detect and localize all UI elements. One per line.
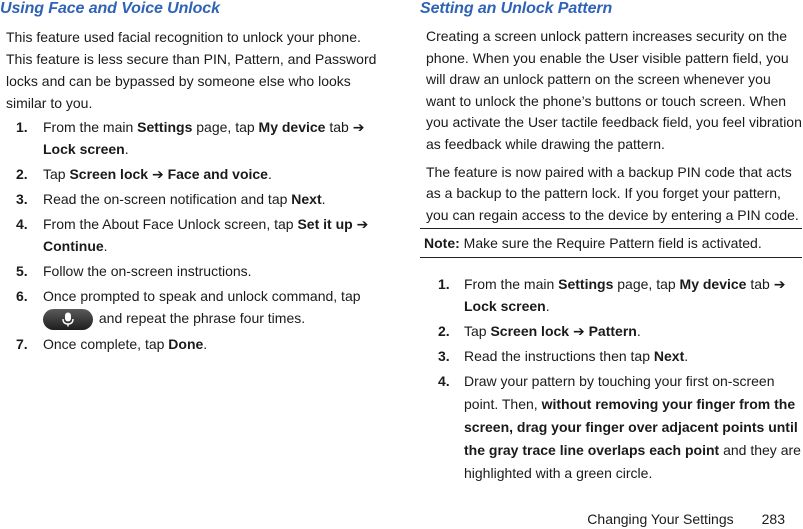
step-text: Follow the on-screen instructions. [43,263,252,279]
next-label: Next [291,191,322,207]
step-text: . [636,323,641,339]
step-number: 2. [438,323,450,339]
step-text: page, tap [613,276,680,292]
step-number: 4. [16,216,28,232]
arrow-icon: ➔ [356,216,369,232]
step-text: . [203,335,208,352]
arrow-icon: ➔ [352,119,365,135]
step-text: page, tap [192,119,259,135]
note-label: Note: [424,235,460,251]
step-number: 1. [438,276,450,292]
settings-label: Settings [137,119,193,135]
page-number: 283 [761,511,785,527]
list-item [0,188,380,210]
step-number: 4. [438,373,450,389]
step-text: . [684,348,689,364]
step-text: Read the on-screen notification and tap [43,191,292,207]
step-text: tab [746,276,774,292]
step-number: 5. [16,263,28,279]
step-text: From the About Face Unlock screen, tap [43,216,298,232]
list-item [420,273,802,317]
my-device-label: My device [679,276,747,292]
step-number: 3. [16,191,28,207]
page-footer [587,509,785,529]
list-item [0,163,380,185]
list-item [0,285,380,330]
left-column [0,0,380,355]
step-text: Once prompted to speak and unlock command, tap [43,288,361,304]
note-text: Make sure the Require Pattern field is activated. [459,235,762,251]
pattern-label: Pattern [588,323,637,339]
arrow-icon: ➔ [572,323,585,339]
microphone-button[interactable] [43,309,93,330]
step-number: 1. [16,119,28,135]
unlock-pattern-p2: The feature is now paired with a backup PIN code that acts as a backup to the pattern lock. If you forget your pattern, you can regain access to the device by entering a PIN code. [426,163,799,223]
next-label: Next [653,348,685,364]
step-text: . [267,166,272,182]
arrow-icon: ➔ [773,276,786,292]
step-number: 6. [16,288,28,304]
unlock-pattern-heading: Setting an Unlock Pattern [420,0,613,17]
step-number: 7. [16,335,28,352]
step-text: Draw your pattern by touching your first on-screen point. Then, [464,373,775,412]
step-text: . [103,238,108,254]
list-item [420,345,802,367]
step-text: Read the instructions then tap [464,348,654,364]
done-label: Done [168,335,204,352]
set-it-up-label: Set it up [297,216,353,232]
face-voice-intro: This feature used facial recognition to unlock your phone. This feature is less secure than PIN, Pattern, and Password locks and can be bypassed by someone else who looks similar to you. [6,29,377,111]
step-text: From the main [464,276,559,292]
face-voice-steps [0,116,380,355]
list-item [0,333,380,355]
step-text: Tap [464,323,491,339]
lock-screen-label: Lock screen [464,298,546,314]
list-item [0,116,380,160]
face-and-voice-label: Face and voice [167,166,268,182]
list-item [420,320,802,342]
right-column [420,0,802,529]
step-text: Once complete, tap [43,335,169,352]
list-item [420,370,802,485]
continue-label: Continue [43,238,104,254]
step-text: . [321,191,326,207]
drag-instruction: without removing your finger from the screen, drag your finger over adjacent points until the gray trace line overlaps each point [464,396,798,458]
unlock-pattern-p1: Creating a screen unlock pattern increases security on the phone. When you enable the User visible pattern field, you will draw an unlock pattern on the screen whenever you want to unlock the phone’s buttons or touch screen. When you activate the User tactile feedback field, you feel vibration as feedback while drawing the pattern. [426,28,802,152]
step-text: tab [325,119,353,135]
step-text: . [124,141,129,157]
step-number: 2. [16,166,28,182]
unlock-pattern-steps [420,273,802,485]
step-text: . [545,298,550,314]
note-box [420,228,802,258]
lock-screen-label: Lock screen [43,141,125,157]
footer-section-title: Changing Your Settings [587,511,734,527]
my-device-label: My device [258,119,326,135]
settings-label: Settings [558,276,614,292]
step-text: and repeat the phrase four times. [95,310,306,326]
step-text: Tap [43,166,70,182]
arrow-icon: ➔ [151,166,164,182]
step-text: From the main [43,119,138,135]
screen-lock-label: Screen lock [490,323,570,339]
list-item [0,260,380,282]
microphone-icon [61,312,75,327]
screen-lock-label: Screen lock [69,166,149,182]
face-voice-unlock-heading: Using Face and Voice Unlock [0,0,220,17]
list-item [0,213,380,257]
step-number: 3. [438,348,450,364]
step-text: and they are highlighted with a green circle. [464,442,801,481]
